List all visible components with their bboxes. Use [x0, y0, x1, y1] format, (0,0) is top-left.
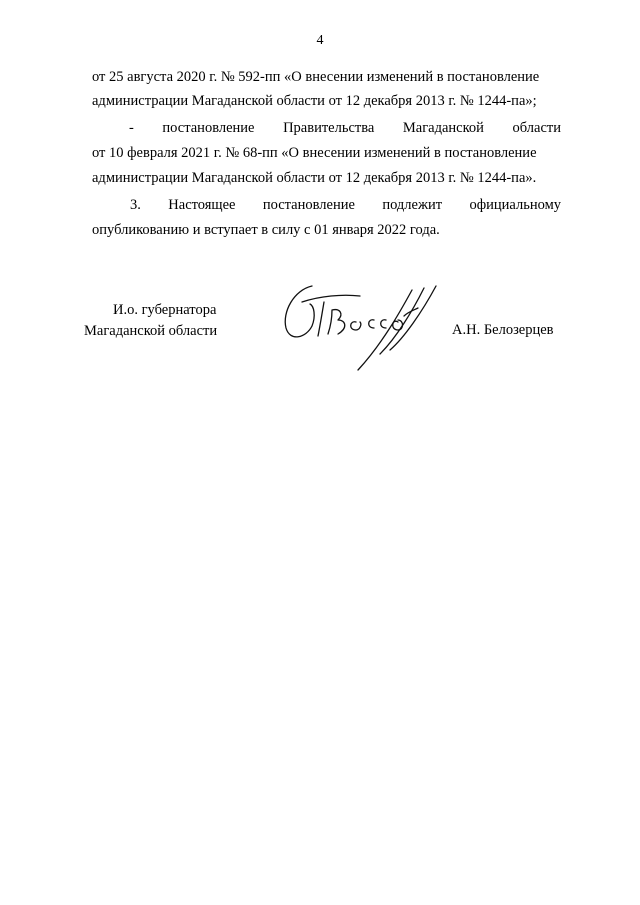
word: Настоящее: [168, 197, 236, 213]
body-line-5: администрации Магаданской области от 12 декабря 2013 г. № 1244-па».: [92, 170, 537, 186]
list-item-3: [130, 196, 561, 214]
body-line-7: опубликованию и вступает в силу с 01 января 2022 года.: [92, 222, 440, 238]
word: постановление: [262, 197, 355, 213]
body-line-4: от 10 февраля 2021 г. № 68-пп «О внесении изменений в постановление: [92, 145, 537, 161]
item-number: 3.: [130, 197, 141, 213]
list-item-dash: [129, 119, 561, 137]
word: официальному: [469, 197, 561, 213]
word: Магаданской: [402, 120, 484, 136]
word: подлежит: [382, 197, 443, 213]
handwritten-signature: [272, 282, 442, 374]
body-line-1: от 25 августа 2020 г. № 592-пп «О внесении изменений в постановление: [92, 69, 540, 85]
signatory-name: А.Н. Белозерцев: [452, 322, 554, 338]
word: постановление: [162, 120, 255, 136]
body-line-2: администрации Магаданской области от 12 декабря 2013 г. № 1244-па»;: [92, 93, 537, 109]
signatory-title-line-2: Магаданской области: [84, 323, 218, 339]
list-dash: -: [129, 120, 134, 136]
signatory-title-line-1: И.о. губернатора: [113, 302, 217, 318]
word: области: [512, 120, 561, 136]
word: Правительства: [283, 120, 375, 136]
page-number: 4: [316, 33, 324, 48]
